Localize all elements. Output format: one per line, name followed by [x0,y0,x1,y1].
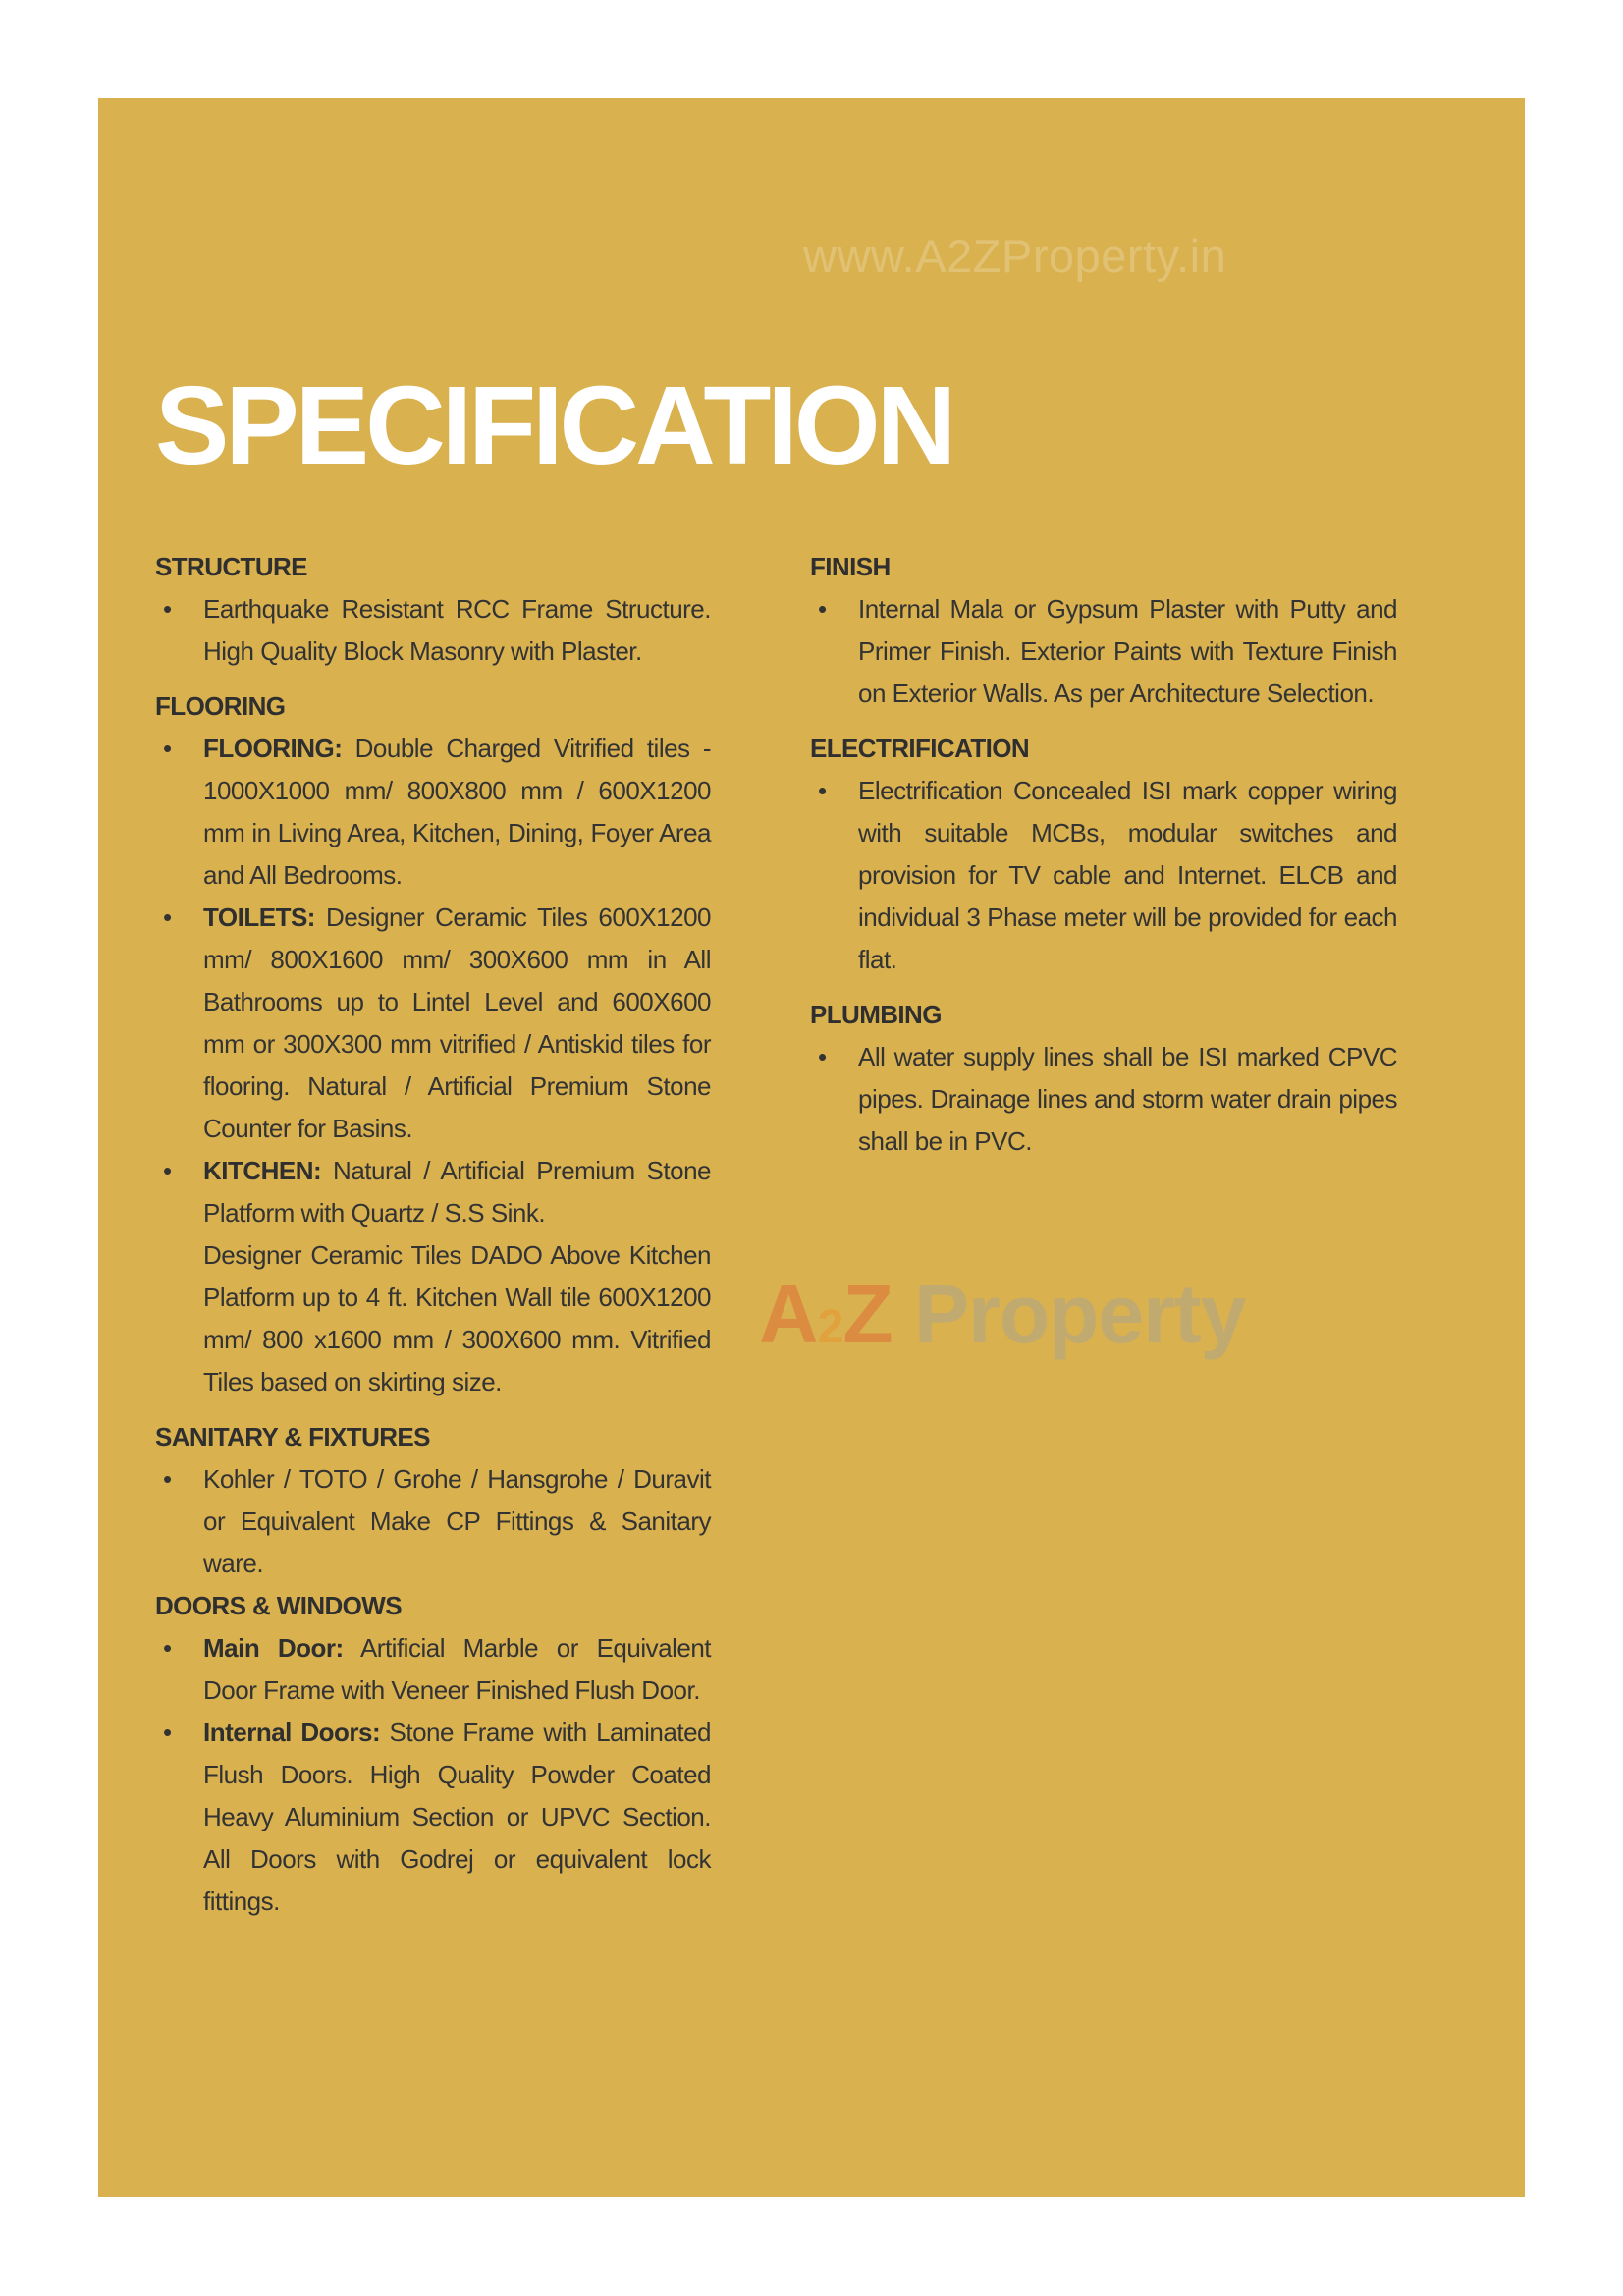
section-heading-flooring: FLOORING [155,691,286,721]
right-column [810,546,1397,1175]
item-text: Stone Frame with Laminated Flush Doors. High Quality Powder Coated Heavy Aluminium Section or UPVC Section. All Doors with Godrej or equivalent lock fittings. [203,1718,711,1916]
bullet-icon: • [163,1718,172,1747]
section-heading-plumbing: PLUMBING [810,1000,942,1029]
item-label: TOILETS: [203,902,315,932]
section-heading-doors-windows: DOORS & WINDOWS [155,1591,402,1620]
list-item [810,588,1397,715]
flooring-list [155,728,711,1403]
bullet-icon: • [163,1156,172,1185]
list-item [155,588,711,673]
section-heading-structure: STRUCTURE [155,552,307,581]
watermark-url: www.A2ZProperty.in [803,230,1227,282]
item-extra-text: Designer Ceramic Tiles DADO Above Kitchen Platform up to 4 ft. Kitchen Wall tile 600X1200 mm/ 800 x1600 mm / 300X600 mm. Vitrified Tiles based on skirting size. [203,1240,711,1396]
item-text: All water supply lines shall be ISI marked CPVC pipes. Drainage lines and storm water drain pipes shall be in PVC. [858,1042,1397,1156]
electrification-list [810,770,1397,981]
left-column [155,546,711,1936]
item-text: Artificial Marble or Equivalent Door Frame with Veneer Finished Flush Door. [203,1633,712,1705]
list-item [155,1458,711,1585]
page-title: SPECIFICATION [155,363,953,487]
watermark-logo: A2Z Property [759,1268,1246,1360]
bullet-icon: • [818,776,827,805]
plumbing-list [810,1036,1397,1163]
finish-list [810,588,1397,715]
item-label: FLOORING: [203,734,343,763]
item-label: Main Door: [203,1633,344,1663]
list-item [155,1627,711,1712]
sanitary-list [155,1458,711,1585]
list-item [810,770,1397,981]
list-item [155,897,711,1150]
bullet-icon: • [163,1464,172,1494]
item-label: KITCHEN: [203,1156,322,1185]
list-item [155,728,711,897]
bullet-icon: • [163,1633,172,1663]
section-heading-sanitary: SANITARY & FIXTURES [155,1422,430,1451]
item-text: Double Charged Vitrified tiles - 1000X1000 mm/ 800X800 mm / 600X1200 mm in Living Area, Kitchen, Dining, Foyer Area and All Bedrooms. [203,734,711,890]
list-item [155,1150,711,1403]
bullet-icon: • [163,902,172,932]
bullet-icon: • [163,594,172,624]
item-text: Kohler / TOTO / Grohe / Hansgrohe / Duravit or Equivalent Make CP Fittings & Sanitary ware. [203,1464,711,1578]
doors-list [155,1627,711,1923]
list-item [810,1036,1397,1163]
bullet-icon: • [818,1042,827,1071]
item-label: Internal Doors: [203,1718,381,1747]
section-heading-electrification: ELECTRIFICATION [810,734,1030,763]
list-item [155,1712,711,1923]
bullet-icon: • [818,594,827,624]
bullet-icon: • [163,734,172,763]
section-heading-finish: FINISH [810,552,891,581]
structure-list [155,588,711,673]
item-text: Designer Ceramic Tiles 600X1200 mm/ 800X1600 mm/ 300X600 mm in All Bathrooms up to Lintel Level and 600X600 mm or 300X300 mm vitrified / Antiskid tiles for flooring. Natural / Artificial Premium Stone Counter for Basins. [203,902,711,1143]
item-text: Internal Mala or Gypsum Plaster with Putty and Primer Finish. Exterior Paints with Texture Finish on Exterior Walls. As per Architecture Selection. [858,594,1397,708]
item-text: Earthquake Resistant RCC Frame Structure. High Quality Block Masonry with Plaster. [203,594,711,666]
item-text: Natural / Artificial Premium Stone Platform with Quartz / S.S Sink. [203,1156,711,1228]
item-text: Electrification Concealed ISI mark copper wiring with suitable MCBs, modular switches and provision for TV cable and Internet. ELCB and individual 3 Phase meter will be provided for each flat. [858,776,1397,974]
